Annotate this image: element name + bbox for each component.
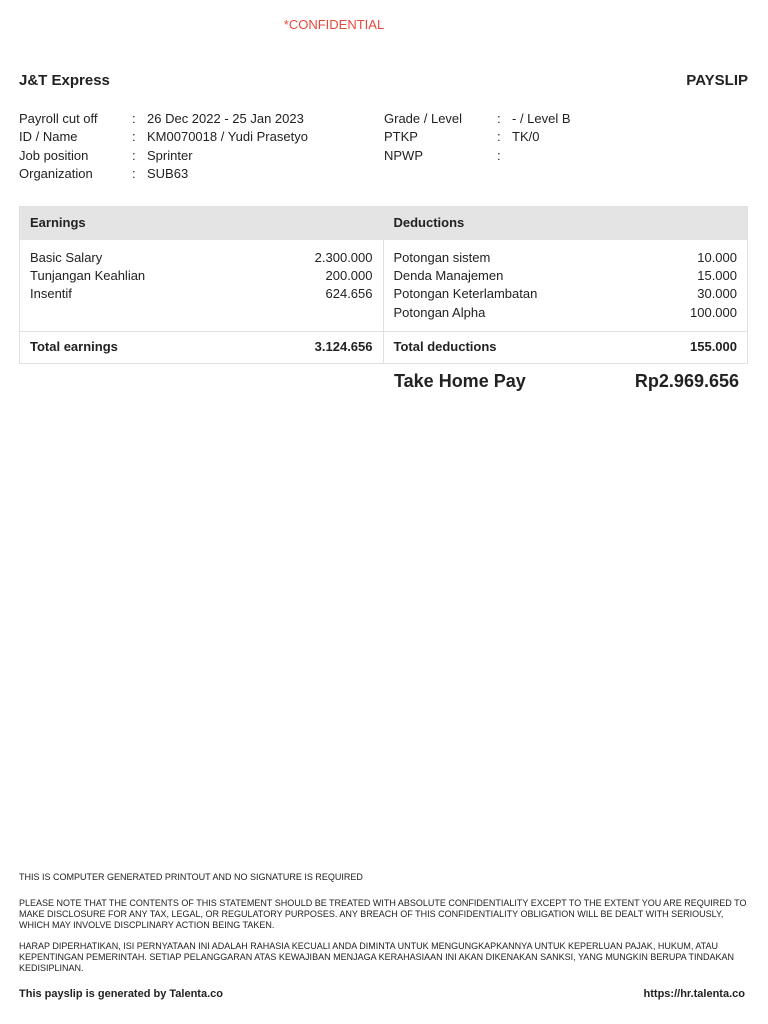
confidential-label: *CONFIDENTIAL (283, 17, 385, 32)
earnings-list (20, 240, 384, 331)
info-colon: : (497, 111, 501, 126)
earning-item (30, 285, 373, 303)
total-deductions-label: Total deductions (393, 339, 497, 354)
info-row-grade-level (384, 110, 571, 128)
earning-label: Basic Salary (30, 250, 103, 265)
table-header (20, 207, 747, 240)
info-value: Sprinter (147, 147, 193, 163)
info-label: Grade / Level (384, 111, 463, 126)
earning-amount: 624.656 (325, 286, 373, 302)
earning-label: Insentif (30, 286, 72, 302)
info-label: PTKP (384, 129, 418, 145)
info-label: Payroll cut off (19, 111, 98, 126)
deduction-label: Potongan Alpha (393, 304, 486, 320)
deduction-item (394, 304, 738, 322)
payslip-table (19, 206, 748, 364)
info-value: KM0070018 / Yudi Prasetyo (147, 129, 308, 145)
deduction-label: Potongan Keterlambatan (393, 286, 538, 302)
total-earnings-label: Total earnings (30, 339, 118, 354)
deduction-label: Potongan sistem (393, 250, 491, 265)
total-earnings-row (20, 332, 384, 363)
info-value: TK/0 (512, 129, 540, 145)
total-deductions-row (384, 332, 748, 363)
deduction-item (394, 267, 738, 285)
employee-info-right (384, 110, 571, 165)
deduction-amount: 10.000 (697, 250, 737, 265)
take-home-pay-amount: Rp2.969.656 (634, 371, 739, 391)
earning-item (30, 267, 373, 285)
info-colon: : (132, 111, 136, 126)
info-row-ptkp (384, 128, 571, 146)
info-label: Organization (19, 166, 93, 182)
info-colon: : (132, 166, 136, 182)
deduction-amount: 30.000 (697, 286, 737, 302)
earning-amount: 2.300.000 (314, 250, 373, 265)
info-row-id-name (19, 128, 308, 146)
table-totals (20, 332, 747, 363)
earning-item (30, 249, 373, 267)
info-colon: : (132, 147, 136, 163)
info-value: SUB63 (147, 166, 189, 182)
deduction-label: Denda Manajemen (393, 268, 504, 284)
table-body (20, 240, 747, 332)
deduction-amount: 100.000 (690, 304, 737, 320)
deduction-amount: 15.000 (697, 268, 737, 284)
info-row-payroll-cutoff (19, 110, 308, 128)
company-name: J&T Express (19, 72, 110, 89)
earnings-heading: Earnings (30, 215, 86, 230)
deductions-heading: Deductions (393, 215, 465, 230)
take-home-pay (394, 371, 739, 392)
info-label: NPWP (384, 147, 423, 163)
info-row-job-position (19, 147, 308, 165)
info-label: Job position (19, 147, 89, 163)
document-title: PAYSLIP (686, 72, 748, 89)
info-colon: : (132, 129, 136, 145)
info-label: ID / Name (19, 129, 78, 145)
earning-amount: 200.000 (325, 268, 373, 284)
confidentiality-note-english: PLEASE NOTE THAT THE CONTENTS OF THIS STATEMENT SHOULD BE TREATED WITH ABSOLUTE CONFIDENTIALITY EXCEPT TO THE EXTENT YOU ARE REQUIRED TO MAKE DISCLOSURE FOR ANY TAX, LEGAL, OR REGULATORY PURPOSES. ANY BREACH OF THIS CONFIDENTIALITY OBLIGATION WILL BE DEALT WITH SERIOUSLY, WHICH MAY INVOLVE DISCPLINARY ACTION BEING TAKEN. (19, 898, 747, 930)
confidentiality-note-indonesian: HARAP DIPERHATIKAN, ISI PERNYATAAN INI ADALAH RAHASIA KECUALI ANDA DIMINTA UNTUK MENGUNGKAPKANNYA UNTUK KEPERLUAN PAJAK, HUKUM, ATAU KEPENTINGAN PEMERINTAH. SETIAP PELANGGARAN ATAS KEWAJIBAN MENJAGA KERAHASIAAN INI AKAN DIKENAKAN SANKSI, YANG MUNGKIN BERUPA TINDAKAN KEDISIPLINAN. (19, 941, 735, 973)
info-colon: : (497, 129, 501, 145)
take-home-pay-label: Take Home Pay (394, 371, 526, 391)
info-row-organization (19, 165, 308, 183)
generated-by-text: This payslip is generated by Talenta.co (19, 988, 223, 1000)
info-value: - / Level B (512, 111, 571, 126)
info-value: 26 Dec 2022 - 25 Jan 2023 (147, 111, 304, 126)
total-deductions-amount: 155.000 (690, 339, 737, 354)
total-earnings-amount: 3.124.656 (314, 339, 373, 354)
deductions-list (384, 240, 748, 331)
earning-label: Tunjangan Keahlian (30, 268, 146, 284)
talenta-url: https://hr.talenta.co (643, 988, 745, 1000)
employee-info-left (19, 110, 308, 184)
deduction-item (394, 249, 738, 267)
computer-generated-note: THIS IS COMPUTER GENERATED PRINTOUT AND NO SIGNATURE IS REQUIRED (19, 872, 363, 882)
info-colon: : (497, 147, 501, 163)
info-row-npwp (384, 147, 571, 165)
deduction-item (394, 285, 738, 303)
